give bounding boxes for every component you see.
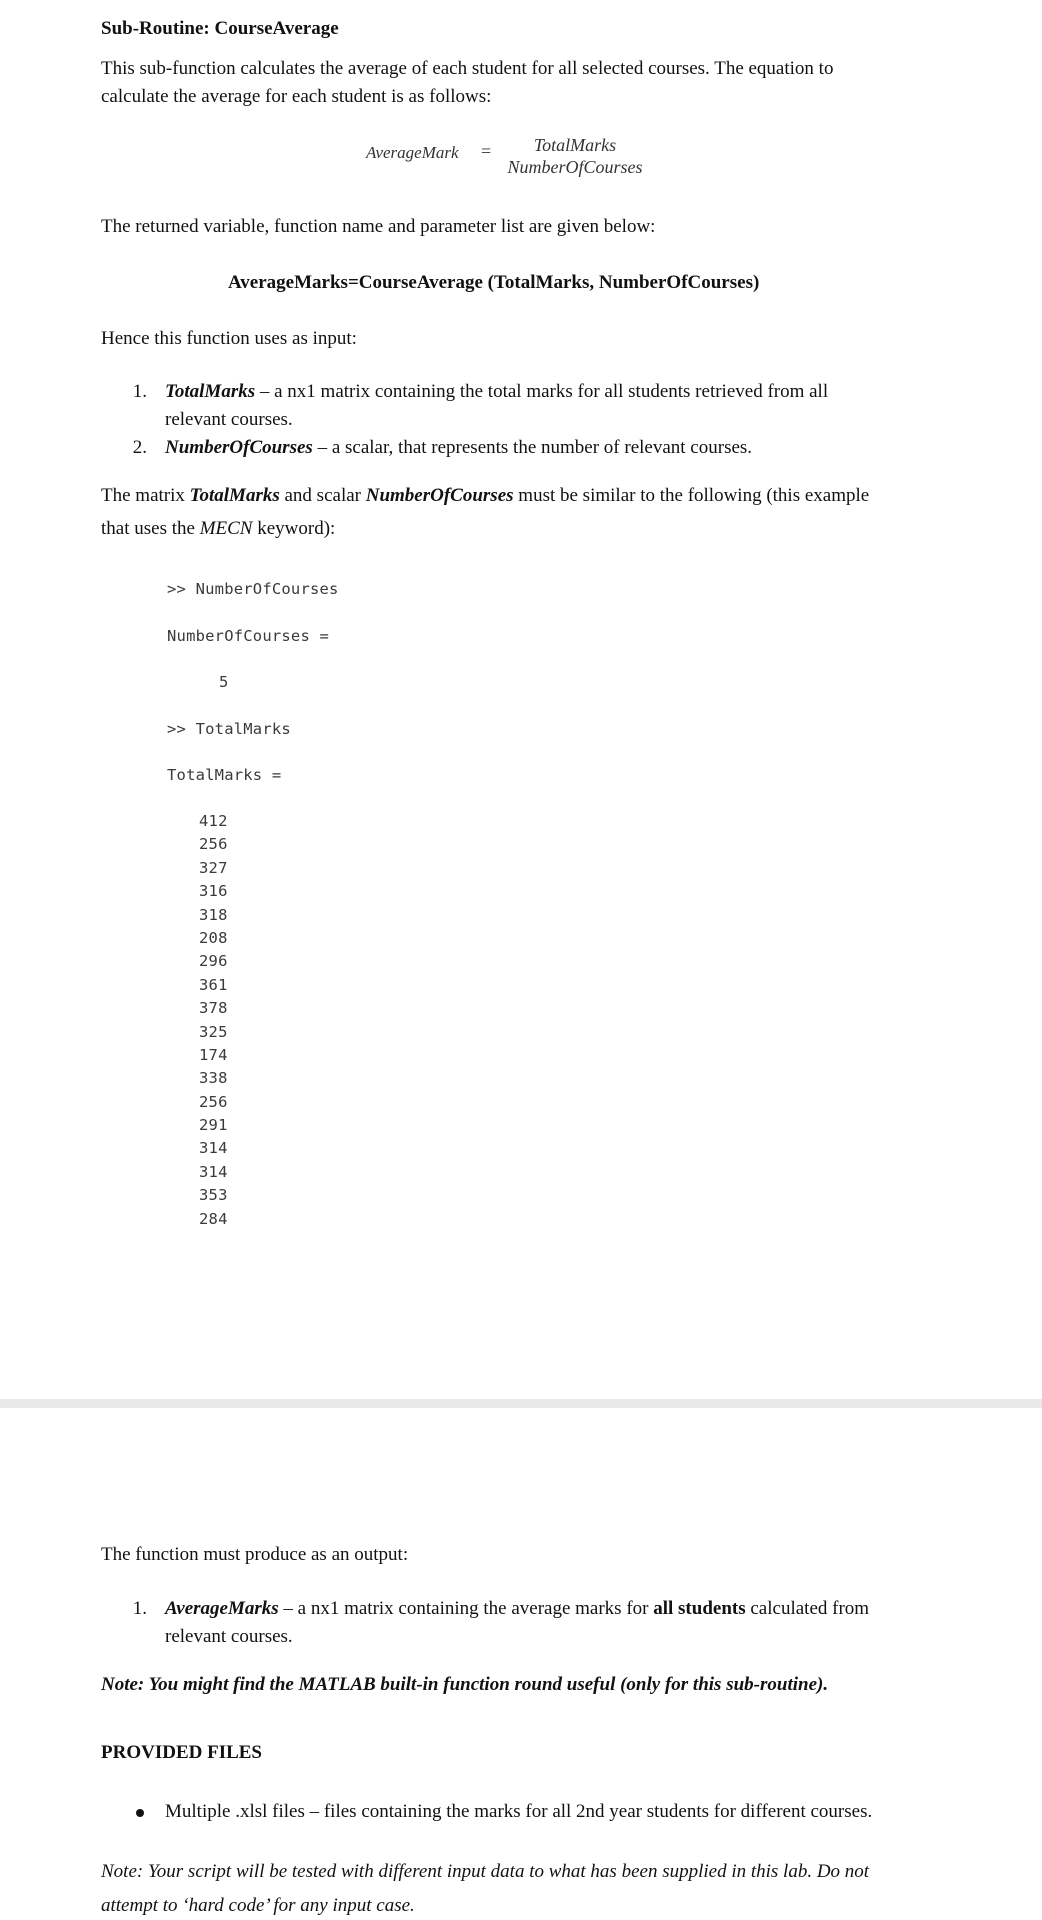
section-title: Sub-Routine: CourseAverage [101, 18, 339, 39]
example-text-part: The matrix [101, 485, 190, 506]
output-item-average-marks [165, 1595, 869, 1623]
total-mark-value: 296 [199, 952, 228, 971]
example-text-line-2 [101, 515, 335, 543]
total-marks-values [199, 810, 228, 1231]
input-intro: Hence this function uses as input: [101, 328, 357, 349]
input-desc: – a nx1 matrix containing the total marks for all students retrieved from all [255, 381, 829, 402]
input-number: 1. [132, 381, 147, 402]
provided-files-title: PROVIDED FILES [101, 1742, 262, 1763]
intro-line-1: This sub-function calculates the average of each student for all selected courses. The equation to [101, 58, 834, 79]
example-text-line-1 [101, 482, 869, 510]
total-mark-value: 412 [199, 812, 228, 830]
example-var-total-marks: TotalMarks [189, 485, 280, 506]
intro-line-2: calculate the average for each student is as follows: [101, 86, 492, 107]
output-number: 1. [132, 1598, 147, 1619]
total-mark-value: 378 [199, 999, 228, 1018]
total-mark-value: 353 [199, 1186, 228, 1205]
total-mark-value: 284 [199, 1209, 228, 1228]
output-desc: calculated from [745, 1598, 870, 1619]
example-text-part: and scalar [279, 485, 366, 506]
output-desc-cont: relevant courses. [165, 1626, 293, 1647]
output-name: AverageMarks [165, 1598, 279, 1619]
input-desc: – a scalar, that represents the number of relevant courses. [312, 437, 753, 458]
console-command: >> NumberOfCourses [167, 580, 339, 598]
total-mark-value: 174 [199, 1045, 228, 1064]
example-text-part: that uses the [101, 518, 200, 539]
returned-text: The returned variable, function name and parameter list are given below: [101, 216, 656, 237]
example-text-part: must be similar to the following (this example [513, 485, 870, 506]
total-mark-value: 314 [199, 1162, 228, 1181]
total-mark-value: 256 [199, 1092, 228, 1111]
total-mark-value: 361 [199, 975, 228, 994]
total-mark-value: 327 [199, 858, 228, 877]
output-desc-bold: all students [653, 1598, 746, 1619]
equation-operator: = [481, 141, 492, 161]
example-text-part: keyword): [252, 518, 336, 539]
input-desc-cont: relevant courses. [165, 409, 293, 430]
console-output-label: NumberOfCourses = [167, 627, 330, 645]
note-round: Note: You might find the MATLAB built-in function round useful (only for this sub-routine). [101, 1674, 829, 1695]
example-keyword: MECN [199, 518, 253, 539]
example-var-number-of-courses: NumberOfCourses [365, 485, 514, 506]
page-divider [0, 1399, 1042, 1408]
total-mark-value: 338 [199, 1069, 228, 1088]
note-testing-line-2: attempt to ‘hard code’ for any input case. [101, 1895, 415, 1916]
equation-numerator: TotalMarks [533, 135, 617, 155]
console-output-label: TotalMarks = [167, 766, 282, 784]
note-testing-line-1: Note: Your script will be tested with different input data to what has been supplied in this lab. Do not [101, 1861, 870, 1882]
console-command: >> TotalMarks [167, 720, 291, 738]
equation-denominator: NumberOfCourses [507, 157, 643, 177]
bullet-icon [136, 1809, 144, 1817]
output-desc: – a nx1 matrix containing the average marks for [278, 1598, 654, 1619]
total-mark-value: 291 [199, 1116, 228, 1135]
total-mark-value: 208 [199, 928, 228, 947]
input-number: 2. [132, 437, 147, 458]
input-item-number-of-courses [165, 434, 752, 462]
input-name: TotalMarks [165, 381, 256, 402]
input-name: NumberOfCourses [165, 437, 313, 458]
total-mark-value: 316 [199, 882, 228, 901]
console-output-value: 5 [219, 673, 229, 691]
total-mark-value: 256 [199, 835, 228, 854]
provided-file-item: Multiple .xlsl files – files containing the marks for all 2nd year students for different courses. [165, 1801, 873, 1822]
total-mark-value: 314 [199, 1139, 228, 1158]
input-item-total-marks [165, 378, 828, 406]
output-intro: The function must produce as an output: [101, 1544, 409, 1565]
total-mark-value: 318 [199, 905, 228, 924]
function-signature: AverageMarks=CourseAverage (TotalMarks, NumberOfCourses) [228, 272, 760, 293]
equation-lhs: AverageMark [366, 143, 459, 162]
total-mark-value: 325 [199, 1022, 228, 1041]
